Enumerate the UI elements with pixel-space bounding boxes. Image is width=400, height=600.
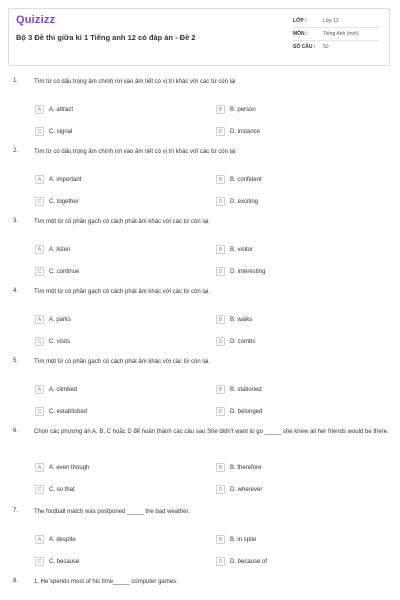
answer-option-d[interactable] [216,406,262,417]
option-text: B. stationed [230,386,262,393]
option-letter-box: B [216,385,225,394]
option-text: A. despite [49,536,76,543]
meta-value: Lớp 12 [323,18,339,24]
option-letter-box: A [35,463,44,472]
question-text: Tìm một từ có phần gạch có cách phát âm khác với các từ còn lại. [34,219,211,225]
option-text: A. important [49,176,82,183]
option-letter-box: B [216,535,225,544]
answer-option-c[interactable] [35,556,79,567]
option-letter-box: B [216,175,225,184]
answer-option-a[interactable] [35,314,71,325]
option-letter-box: B [216,315,225,324]
question-number: 5. [13,358,19,364]
option-letter-box: A [35,535,44,544]
question-number: 3. [13,218,19,224]
answer-option-d[interactable] [216,126,260,137]
answer-option-a[interactable] [35,174,81,185]
option-text: B. therefore [230,464,262,471]
question-number: 2. [13,148,19,154]
option-text: C. established [49,408,88,415]
answer-option-a[interactable] [35,384,77,395]
answer-option-c[interactable] [35,266,79,277]
option-letter-box: C [35,407,44,416]
meta-label: LỚP : [293,18,307,24]
option-letter-box: B [216,105,225,114]
question-number: 8. [13,578,19,584]
option-letter-box: D [216,197,225,206]
option-letter-box: D [216,407,225,416]
option-text: D. interesting [230,268,266,275]
option-letter-box: B [216,245,225,254]
answer-option-a[interactable] [35,462,89,473]
option-text: A. even though [49,464,90,471]
option-letter-box: D [216,267,225,276]
answer-option-b[interactable] [216,244,253,255]
answer-option-d[interactable] [216,196,258,207]
option-text: B. confident [230,176,262,183]
meta-table [293,15,379,53]
answer-option-c[interactable] [35,196,79,207]
option-text: D. instance [230,128,261,135]
meta-label: SỐ CÂU : [293,44,316,50]
option-letter-box: C [35,197,44,206]
answer-option-b[interactable] [216,174,262,185]
question-text: 1. He spends most of his time_____ computer games. [34,579,178,585]
option-letter-box: D [216,127,225,136]
option-letter-box: A [35,385,44,394]
option-text: C. visits [49,338,70,345]
option-letter-box: B [216,463,225,472]
answer-option-d[interactable] [216,484,262,495]
answer-option-d[interactable] [216,556,267,567]
answer-option-c[interactable] [35,484,75,495]
option-text: D. belonged [230,408,263,415]
answer-option-a[interactable] [35,104,73,115]
option-text: C. together [49,198,79,205]
meta-row-subject [293,28,379,41]
answer-option-d[interactable] [216,266,265,277]
answer-option-d[interactable] [216,336,255,347]
worksheet-title: Bộ 3 Đề thi giữa kì 1 Tiếng anh 12 có đáp án - Đề 2 [16,33,196,42]
option-text: D. because of [230,558,268,565]
option-text: A. attract [49,106,74,113]
option-letter-box: D [216,557,225,566]
question-text: Tìm một từ có phần gạch có cách phát âm khác với các từ còn lại. [34,359,211,365]
option-letter-box: C [35,485,44,494]
answer-option-b[interactable] [216,384,262,395]
option-letter-box: C [35,557,44,566]
option-text: A. parks [49,316,72,323]
option-letter-box: A [35,315,44,324]
option-text: B. person [230,106,256,113]
question-number: 7. [13,508,19,514]
meta-label: MÔN : [293,31,308,37]
answer-option-b[interactable] [216,462,261,473]
answer-option-c[interactable] [35,126,72,137]
answer-option-c[interactable] [35,336,70,347]
question-number: 6. [13,428,19,434]
option-text: B. in spite [230,536,257,543]
meta-row-count [293,41,379,53]
question-text: The football match was postponed _____ the bad weather. [34,509,190,515]
answer-option-b[interactable] [216,104,256,115]
answer-option-b[interactable] [216,534,256,545]
answer-option-b[interactable] [216,314,252,325]
option-letter-box: A [35,175,44,184]
meta-row-class [293,15,379,28]
question-number: 1. [13,78,19,84]
option-letter-box: C [35,127,44,136]
option-letter-box: D [216,337,225,346]
option-text: B. walks [230,316,253,323]
worksheet-header [8,8,390,66]
option-letter-box: C [35,337,44,346]
question-text: Chọn các phương án A, B, C hoặc D để hoàn thành các câu sau She didn't want to go _____ she knew all her friends would be there. [34,429,389,435]
option-text: D. combs [230,338,256,345]
option-text: C. because [49,558,80,565]
option-text: D. exciting [230,198,259,205]
quizizz-logo: Quizizz [16,14,56,26]
meta-value: 50 [323,44,329,50]
answer-option-a[interactable] [35,244,70,255]
meta-value: Tiếng Anh (mới) [323,31,359,37]
option-letter-box: C [35,267,44,276]
option-text: C. continue [49,268,80,275]
option-text: A. listen [49,246,71,253]
question-number: 4. [13,288,19,294]
option-text: C. signal [49,128,73,135]
option-text: A. climbed [49,386,78,393]
option-text: D. wherever [230,486,263,493]
answer-option-c[interactable] [35,406,87,417]
question-text: Tìm một từ có phần gạch có cách phát âm khác với các từ còn lại. [34,289,211,295]
option-text: B. visitor [230,246,254,253]
option-letter-box: D [216,485,225,494]
option-letter-box: A [35,105,44,114]
answer-option-a[interactable] [35,534,76,545]
option-text: C. so that [49,486,75,493]
question-text: Tìm từ có dấu trọng âm chính rơi vào âm tiết có vị trí khác với các từ còn lại [34,149,236,155]
question-text: Tìm từ có dấu trọng âm chính rơi vào âm tiết có vị trí khác với các từ còn lại [34,79,236,85]
option-letter-box: A [35,245,44,254]
